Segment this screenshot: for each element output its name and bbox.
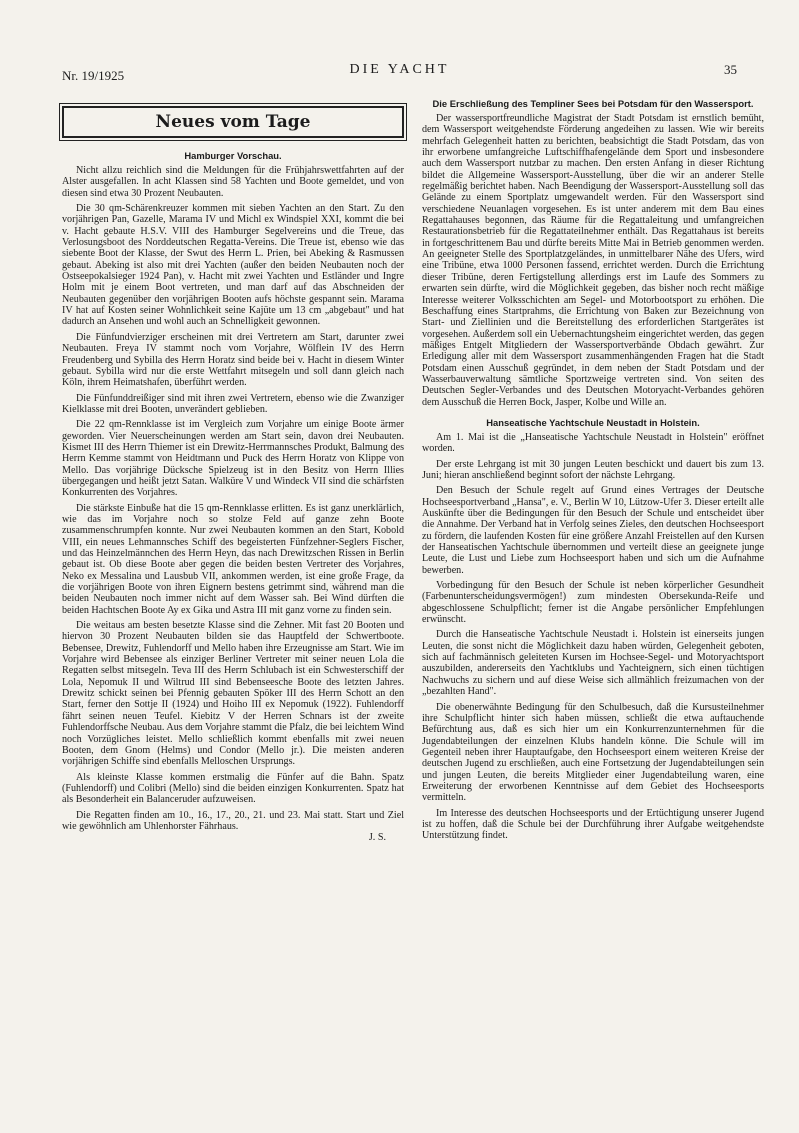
left-column: [62, 98, 404, 844]
article-paragraph: Die Fünfundvierziger erscheinen mit drei Vertretern am Start, darunter zwei Neubauten. Freya IV stammt noch vom Vorjahre, Wölflein IV des Herrn Freudenberg und Sybilla des Herrn Horatz sind beide bei v. Hacht in diesem Winter gebaut. Sybilla wird nur die erste Wettfahrt mitsegeln und soll dann gleich nach Köln, ihrem Heimatshafen, überführt werden.: [62, 331, 404, 389]
article-paragraph: Am 1. Mai ist die „Hanseatische Yachtschule Neustadt in Holstein" eröffnet worden.: [422, 431, 764, 455]
boxed-section-title: Neues vom Tage: [62, 106, 404, 138]
article-paragraph: Als kleinste Klasse kommen erstmalig die Fünfer auf die Bahn. Spatz (Fuhlendorff) und Colibri (Mello) sind die beiden einzigen Konkurrenten. Spatz hat als Besonderheit ein Balanceruder aufzuweisen.: [62, 771, 404, 806]
page-number: 35: [724, 62, 737, 77]
article-paragraph: Der erste Lehrgang ist mit 30 jungen Leuten beschickt und dauert bis zum 13. Juni; hieran anschließend beginnt sofort der nächste Lehrgang.: [422, 458, 764, 481]
running-header: [62, 62, 737, 82]
article-paragraph: Die Regatten finden am 10., 16., 17., 20., 21. und 23. Mai statt. Start und Ziel wie gewöhnlich am Uhlenhorster Fährhaus.: [62, 809, 404, 832]
issue-number: Nr. 19/1925: [62, 68, 125, 83]
article-paragraph: Die weitaus am besten besetzte Klasse sind die Zehner. Mit fast 20 Booten und hiervon 30 Prozent Neubauten bilden sie das Hauptfeld der Schwertboote. Bebensee, Drewitz, Fuhlendorff und Mello haben ihre Erzeugnisse am Start. Wie im Vorjahre wird Bebensee als einziger Berliner Vertreter mit seiner neuen Lola die Regatten selbst mitsegeln. Teva III des Herrn Schlubach ist ein Schwesterschiff der Lola, Nepomuk II und Wiltrud III sind Bebenseesche Boote des letzten Jahres. Drewitz schickt seinen bei Pfennig gebauten Spöker III des Herrn Schott an den Start, ferner den Sottje II (1924) und Hoiho III ex Nepomuk (1922). Fuhlendorff fährt seinen neuen Teufel. Kiebitz V der Herren Schnars ist der zweite Fuhlendorffsche Neubau. Aus dem Vorjahre stammt die Pfalz, die bei leichtem Wind noch Vorzügliches leistet. Mello schließlich kommt ebenfalls mit zwei neuen Booten, dem Gnom (Helms) und Condor (Mello jr.). Die meisten anderen vorjährigen Schiffe sind ebenfalls Melloschen Ursprungs.: [62, 620, 404, 768]
article-paragraph: Nicht allzu reichlich sind die Meldungen für die Frühjahrswettfahrten auf der Alster ausgefallen. In acht Klassen sind 58 Yachten und Boote gemeldet, und von diesen sind etwa 30 Prozent Neubauten.: [62, 165, 404, 199]
article-paragraph: Der wassersportfreundliche Magistrat der Stadt Potsdam ist ernstlich bemüht, dem Wassersport weitgehendste Förderung angedeihen zu lassen. Wie wir bereits mehrfach Gelegenheit hatten zu berichten, beabsichtigt die Stadt Potsdam, das von ihr erworbene umfangreiche Luftschiffhafengelände dem Sport und insbesondere auch dem Wassersport nutzbar zu machen. Den ersten Anfang in dieser Richtung bildet die Allgemeine Wassersport-Ausstellung, über die wir an anderer Stelle regelmäßig berichtet haben. Nach Beendigung der Wassersport-Ausstellung soll das Gelände zu einem Sportplatz umgewandelt werden. Für den Wassersport sind verschiedene Neuanlagen vorgesehen. Es ist unter anderem mit dem Bau eines Regattahauses begonnen, das Räume für die Regattaleitung und umfangreichen Restaurationsbetrieb für die Regattateilnehmer enthält. Das Regattahaus ist bereits in fortgeschrittenem Bau und dürfte bereits Mitte Mai in Betrieb genommen werden. An geeigneter Stelle des Sportplatzgeländes, in unmittelbarer Nähe des Ufers, wird eine Tribüne, etwa 1000 Personen fassend, errichtet werden. Durch die Errichtung dieser Tribüne, deren Fertigstellung allerdings erst im Laufe des Sommers zu erwarten sein dürfte, wird die Möglichkeit gegeben, das bisher noch recht mäßige Interesse weiterer Volksschichten am Segel- und Motorbootsport zu erhöhen. Die Beschaffung eines Startprahms, die Errichtung von Baken zur Bezeichnung von Start- und Ziellinien und die Bereitstellung des erforderlichen Startgerätes ist vorgesehen. Außerdem soll ein Uebernachtungsheim eingerichtet werden, das gegen mäßiges Entgelt Mitgliedern der Wassersportverbände Obdach gewährt. Zur Erledigung aller mit dem Wassersport zusammenhängenden Fragen hat die Stadt Potsdam einen Ausschuß gegründet, in dem neben der Stadt Potsdam und der Wasserbauverwaltung sämtliche Sportzweige vertreten sind. Von seiten des Deutschen Segler-Verbandes und des Deutschen Motoryacht-Verbandes gehören dem Ausschuß die Herren Bock, Jasper, Kolbe und Wille an.: [422, 113, 764, 408]
article-paragraph: Den Besuch der Schule regelt auf Grund eines Vertrages der Deutsche Hochseesportverband „Hansa", e. V., Berlin W 10, Lützow-Ufer 3. Dieser erteilt alle Auskünfte über die Bedingungen für den Besuch der Schule und entscheidet über die Annahme. Der Verband hat in Verfolg seines Zieles, den deutschen Hochseesport zu fördern, die laufenden Kosten für eine größere Anzahl Freistellen auf den Kursen der Hanseatischen Yachtschule übernommen und verteilt diese an geeignete junge Leute, die Lust und Liebe zum Hochseesport haben und sich um die Aufnahme bewerben.: [422, 485, 764, 576]
article-paragraph: Die obenerwähnte Bedingung für den Schulbesuch, daß die Kursusteilnehmer ihre Schulpflicht hinter sich haben müssen, schließt die etwa auftauchende Befürchtung aus, daß es sich hier um ein Konkurrenzunternehmen für die Jugendabteilungen der einzelnen Klubs handeln könne. Die Schule will im Gegenteil neben ihrer Hauptaufgabe, den Hochseesport einem weiteren Kreise der deutschen Jugend zu erschließen, auch eine Fortsetzung der Jugendabteilungen sein und jungen Leuten, die bereits Mitglieder einer Jugendabteilung waren, eine Erweiterung der erworbenen Kenntnisse auf dem Gebiet des Hochseesports vermitteln.: [422, 701, 764, 804]
article-paragraph: Die 22 qm-Rennklasse ist im Vergleich zum Vorjahre um einige Boote ärmer geworden. Vier Neuerscheinungen werden am Start sein, davon drei Neubauten. Kismet III des Herrn Thiemer ist ein Drewitz-Herrmannsches Produkt, Balmung des Herrn Kemme stammt von Heidtmann und Puck des Herrn Horatz von Klippe von Mello. Das vorjährige Dücksche Spielzeug ist in den Besitz von Herrn Illies übergegangen und heißt jetzt Satan. Walküre V und Windeck VII sind die schärfsten Konkurrenten des Vorjahres.: [62, 419, 404, 499]
article-paragraph: Durch die Hanseatische Yachtschule Neustadt i. Holstein ist einerseits jungen Leuten, die sonst nicht die Möglichkeit dazu haben würden, Gelegenheit geboten, sich auf fachmännisch geleiteten Kursen im Hochsee-Segel- und Motoryachtsport auszubilden, andererseits den Yachtklubs und Yachteignern, sich einen tüchtigen Nachwuchs zu sichern und auf diese Weise sich allmählich freizumachen von der „bezahlten Hand".: [422, 629, 764, 698]
article-paragraph: Die Fünfunddreißiger sind mit ihren zwei Vertretern, ebenso wie die Zwanziger Kielklasse mit drei Booten, unverändert geblieben.: [62, 392, 404, 415]
article-paragraph: Die stärkste Einbuße hat die 15 qm-Rennklasse erlitten. Es ist ganz unerklärlich, wie das im Vorjahre noch so stolze Feld auf ganze zehn Boote zusammenschrumpfen konnte. Nur zwei Neubauten kommen an den Start, Kobold VIII, ein neues Lehmannsches Schiff des begeisterten Fünfzehner-Seglers Fischer, und das Heinzelmännchen des Herrn Heyn, das nach Drewitzschen Rissen in Berlin gebaut ist. Ob diese Boote aber gegen die beiden besten Vertreter des Vorjahres, Neko ex Messalina und Lausbub VII, ankommen werden, ist eine große Frage, da die vorjährigen Boote von ihren Eignern bestens getrimmt sind, während man die beiden Neubauten noch immer nicht auf dem Wasser sah. Bei Wind dürften die beiden Hachtschen Boote Ay ex Gika und Astra III mit ganz vorne zu finden sein.: [62, 502, 404, 616]
right-column: [422, 98, 764, 846]
article-heading-hamburger: Hamburger Vorschau.: [184, 150, 282, 161]
article-heading-yachtschule: Hanseatische Yachtschule Neustadt in Holstein.: [486, 416, 700, 428]
article-heading-templiner: Die Erschließung des Templiner Sees bei Potsdam für den Wassersport.: [432, 98, 754, 109]
author-signature: J. S.: [368, 832, 386, 844]
magazine-title: DIE YACHT: [349, 62, 450, 77]
article-paragraph: Vorbedingung für den Besuch der Schule ist neben körperlicher Gesundheit (Farbenunterscheidungsvermögen!) zum mindesten Obersekunda-Reife und abgeschlossene Schulpflicht; ferner ist die Angabe persönlicher Empfehlungen erwünscht.: [422, 580, 764, 626]
article-paragraph: Die 30 qm-Schärenkreuzer kommen mit sieben Yachten an den Start. Zu den vorjährigen Pan, Gazelle, Marama IV und Michl ex Windspiel XXI, kommt die bei v. Hacht gebaute H.S.V. VIII des Hamburger Segelvereins und die Treue, das Verlosungsboot des Norddeutschen Regatta-Vereins. Die Treue ist, ebenso wie das siebente Boot der Klasse, der Swut des Herrn L. Prien, bei Abeking & Rasmussen gebaut. Abeking ist also mit drei Yachten (außer den beiden Neubauten noch der Ostseepokalsieger 1924 Pan), v. Hacht mit zwei Yachten und Estländer und Ingre Holm mit je einem Boot vertreten, und man darf auf das Abschneiden der Neubauten gegenüber den vorjährigen Booten aufs höchste gespannt sein. Marama IV hat auf Kosten seiner Wohnlichkeit seine Kajüte um 13 cm „abgebaut" und hat dadurch an Ansehen und wohl auch an Schnelligkeit gewonnen.: [62, 203, 404, 328]
article-paragraph: Im Interesse des deutschen Hochseesports und der Ertüchtigung unserer Jugend ist zu hoffen, daß die Schule bei der Durchführung ihrer Aufgabe weitgehendste Unterstützung findet.: [422, 807, 764, 842]
